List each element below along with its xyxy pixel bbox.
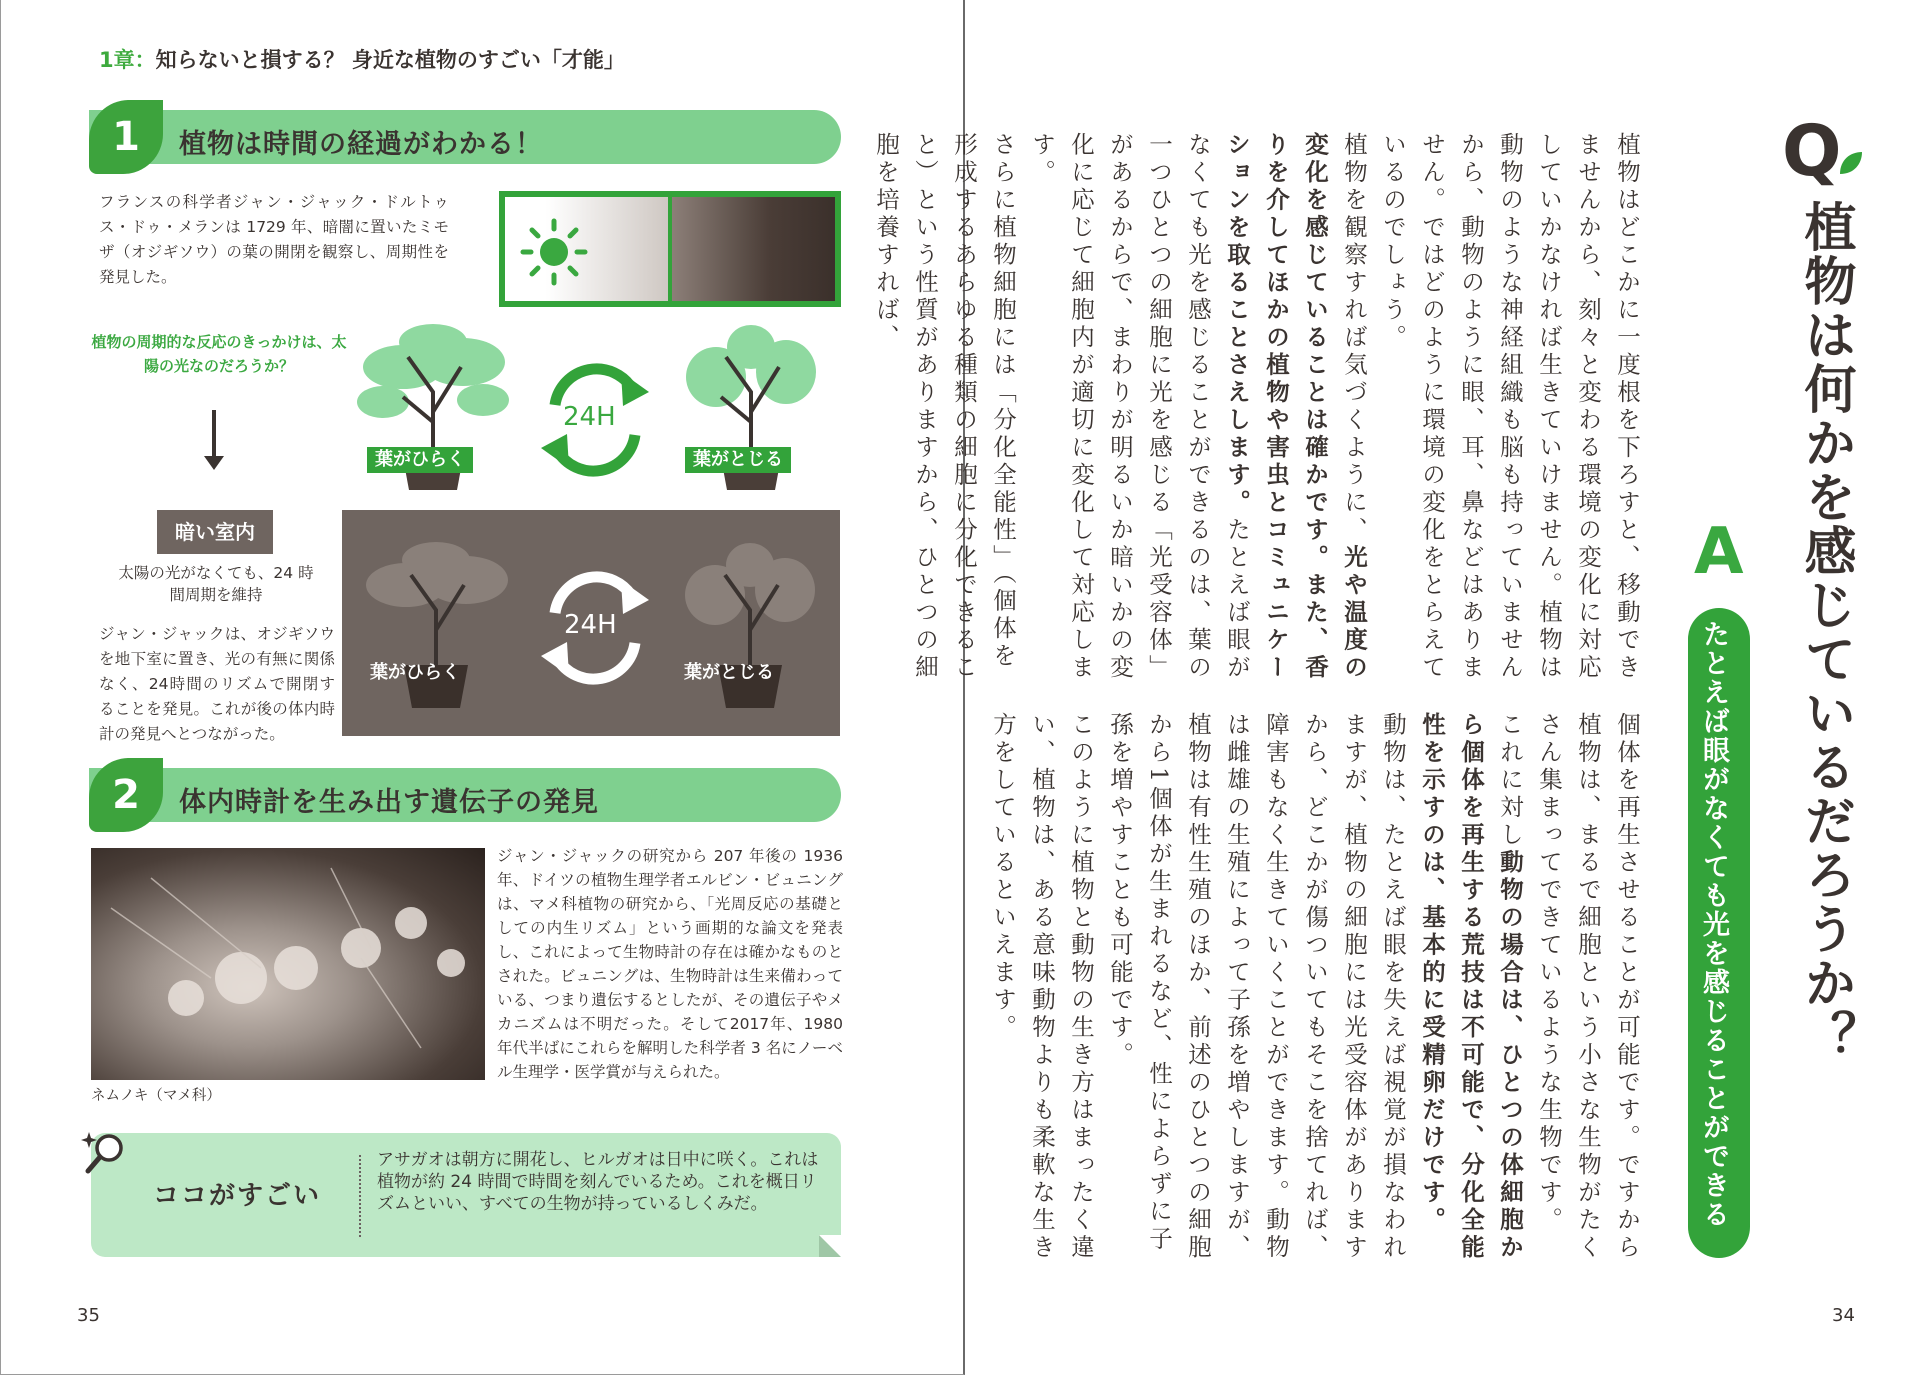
q-mark: Q [1782,110,1842,192]
body-para-5a: これに対し [1496,712,1524,850]
answer-text: たとえば眼がなくても光を感じることができる [1698,620,1729,1229]
leaf-close-dark-label: 葉がとじる [684,662,774,683]
section-2-title: 体内時計を生み出す遺伝子の発見 [179,787,599,818]
body-para-5b-bold: 動物の場合は、ひとつの体細胞から個体を再生する荒技は不可能で、分化全能性を示すのは、基本的に受精卵だけです。 [1418,712,1524,1262]
body-para-2c: たとえば眼がなくても光を感じることができるのは、葉の一つひとつの細胞に光を感じる「光受容体」があるからで、まわりが明るいか暗いかの変化に応じて細胞内が適切に変化して対応します。 [1028,132,1251,682]
body-para-1: 植物はどこかに一度根を下ろすと、移動できませんから、刻々と変わる環境の変化に対応していかなければ生きていけません。植物は動物のような神経組織も脳も持っていませんから、動物のように眼、耳、鼻などはありません。ではどのように環境の変化をとらえているのでしょう。 [1379,132,1641,682]
cycle-label-light: 24H [563,402,616,432]
section-2-number: 2 [89,758,163,832]
leaf-open-dark-label: 葉がひらく [370,662,460,683]
magnifier-icon [79,1126,133,1180]
question-title: 植物は何かを感じているだろうか？ [1795,200,1855,1064]
section-1-number: 1 [89,100,163,174]
sun-icon [519,217,589,287]
experiment-text: ジャン・ジャックは、オジギソウを地下室に置き、光の有無に関係なく、24時間のリズムで開閉することを発見。これが後の体内時計の発見へとつながった。 [99,625,335,743]
day-panel [505,197,672,301]
leaf-icon [1838,150,1864,176]
section-1-title: 植物は時間の経過がわかる！ [179,129,543,160]
chapter-heading [99,44,625,74]
night-panel [672,197,835,301]
highlight-text: アサガオは朝方に開花し、ヒルガオは日中に咲く。これは植物が約 24 時間で時間を刻んでいるため。これを概日リズムといい、すべての生物が持っているしくみだ。 [377,1150,819,1214]
dark-note: 太陽の光がなくても、24 時間周期を維持 [118,564,314,604]
page-number-right: 34 [1832,1305,1855,1326]
highlight-box [91,1133,841,1257]
moon-icon [680,217,740,287]
highlight-divider [359,1155,361,1237]
body-para-2b-bold: 光や温度の変化を感じていることは確かです。また、香りを介してほかの植物や害虫とコミュニケーションを取ることさえします。 [1223,132,1368,682]
leaf-close-label: 葉がとじる [685,447,791,473]
chapter-number: 1章： [99,48,156,72]
page-curl-corner [819,1235,841,1257]
intro-text: フランスの科学者ジャン・ジャック・ドルトゥス・ドゥ・メランは 1729 年、暗闇に置いたミモザ（オジギソウ）の葉の開閉を観察し、周期性を発見した。 [99,193,449,286]
body-lower [989,712,1646,1267]
cycle-label-dark: 24H [564,610,617,640]
chapter-title: 知らないと損する？ 身近な植物のすごい「才能」 [155,48,625,72]
flower-photo-image [91,848,485,1080]
plant-closed-dark-icon [670,540,830,710]
section-2-text: ジャン・ジャックの研究から 207 年後の 1936 年、ドイツの植物生理学者エルビン・ビュニングは、マメ科植物の研究から、「光周反応の基礎としての内生リズム」という画期的な論文を発表し、これによって生物時計の存在は確かなものとされた。ビュニングは、生物時計は生来備わっている、つまり遺伝するとしたが、その遺伝子やメカニズムは不明だった。そして2017年、1980 年代半ばにこれらを解明した科学者 3 名にノーベル生理学・医学賞が与えられた。 [497,847,843,1081]
highlight-title: ココがすごい [153,1181,322,1211]
body-para-2a: 植物を観察すれば気づくように、 [1340,132,1368,545]
nemunoki-photo [91,848,485,1080]
body-para-7: このように植物と動物の生き方はまったく違い、植物は、ある意味動物よりも柔軟な生き方をしているといえます。 [989,712,1095,1262]
down-arrow [212,410,216,458]
photo-caption: ネムノキ（マメ科） [91,1088,221,1104]
leaf-open-label: 葉がひらく [367,447,473,473]
question-note: 植物の周期的な反応のきっかけは、太陽の光なのだろうか？ [91,333,347,375]
body-upper [872,132,1646,687]
plant-open-dark-icon [356,540,516,710]
body-para-4: 個体を再生させることが可能です。ですから植物は、まるで細胞という小さな生物がたくさん集まってできているような生物です。 [1535,712,1641,1262]
body-para-3: さらに植物細胞には「分化全能性」（個体を形成するあらゆる種類の細胞に分化できること）という性質がありますから、ひとつの細胞を培養すれば、 [872,132,1017,682]
right-page [872,0,1918,1375]
page-number-left: 35 [77,1305,100,1326]
a-mark: A [1694,515,1744,589]
section-2-banner [89,768,841,822]
day-night-panel [499,191,841,307]
dark-room-label: 暗い室内 [157,510,273,554]
dark-room-box [342,510,840,736]
section-1-banner [89,110,841,164]
body-para-6: 動物は、たとえば眼を失えば視覚が損なわれますが、植物の細胞には光受容体がありますから、どこかが傷ついてもそこを捨てれば、障害もなく生きていくことができます。動物は雌雄の生殖によって子孫を増やしますが、植物は有性生殖のほか、前述のひとつの細胞から1個体が生まれるなど、性によらずに子孫を増やすことも可能です。 [1106,712,1407,1262]
